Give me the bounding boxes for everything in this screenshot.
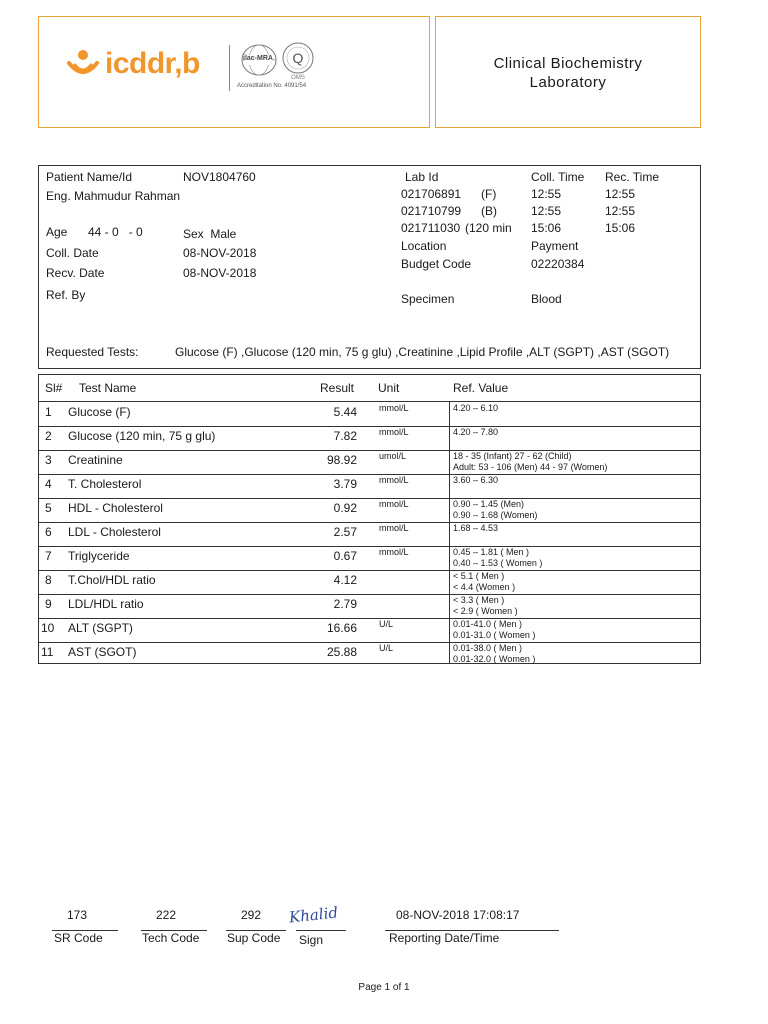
row-test-name: T. Cholesterol (68, 477, 142, 491)
ref-divider (449, 594, 450, 618)
tech-code-label: Tech Code (142, 931, 200, 945)
budget-code: 02220384 (531, 257, 585, 271)
lab-code-1: (F) (481, 187, 497, 201)
svg-text:OMS: OMS (291, 75, 305, 81)
ref-divider (449, 498, 450, 522)
row-ref-1: 4.20 – 6.10 (453, 403, 499, 413)
row-sl: 11 (41, 645, 54, 659)
row-result: 16.66 (326, 621, 357, 635)
patient-info-box (38, 165, 701, 369)
specimen-value: Blood (531, 292, 562, 306)
row-test-name: LDL - Cholesterol (68, 525, 161, 539)
lab-id-2: 021710799 (401, 204, 462, 218)
row-ref-2: < 4.4 (Women ) (453, 582, 516, 592)
header-logo-box (38, 16, 430, 128)
rec-time-3: 15:06 (605, 221, 636, 235)
row-ref-2: 0.40 – 1.53 ( Women ) (453, 558, 543, 568)
table-row (39, 522, 700, 546)
row-unit: mmol/L (379, 499, 409, 509)
ref-divider (449, 426, 450, 450)
table-row (39, 618, 700, 642)
row-ref-1: 0.01-38.0 ( Men ) (453, 643, 523, 653)
sr-code-value: 173 (67, 908, 88, 922)
rec-time-1: 12:55 (605, 187, 636, 201)
header-title-box (435, 16, 701, 128)
lab-code-3: (120 min (465, 221, 512, 235)
row-ref-1: 0.01-41.0 ( Men ) (453, 619, 523, 629)
results-table (38, 374, 701, 664)
row-result: 98.92 (326, 453, 357, 467)
ref-divider (449, 402, 450, 426)
ref-divider (449, 450, 450, 474)
coll-time-2: 12:55 (531, 204, 562, 218)
lab-id-3: 021711030 (401, 221, 461, 235)
svg-text:Q: Q (292, 50, 304, 66)
row-sl: 2 (45, 429, 52, 443)
ref-divider (449, 522, 450, 546)
row-unit: U/L (379, 643, 394, 653)
table-row (39, 402, 700, 426)
lab-id-label: Lab Id (405, 170, 439, 184)
row-result: 25.88 (326, 645, 357, 659)
sex-value: Sex Male (183, 227, 237, 241)
ref-by-label: Ref. By (46, 288, 86, 302)
rec-time-2: 12:55 (605, 204, 636, 218)
row-ref-1: 0.90 – 1.45 (Men) (453, 499, 525, 509)
row-result: 5.44 (333, 405, 357, 419)
row-unit: mmol/L (379, 475, 409, 485)
row-unit: mmol/L (379, 403, 409, 413)
reporting-label: Reporting Date/Time (389, 931, 500, 945)
patient-name: Eng. Mahmudur Rahman (46, 189, 181, 203)
recv-date: 08-NOV-2018 (183, 266, 257, 280)
sup-code-value: 292 (241, 908, 262, 922)
ref-divider (449, 618, 450, 642)
header-sl: Sl# (45, 381, 63, 395)
row-result: 4.12 (333, 573, 357, 587)
icddrb-logo-icon (65, 47, 101, 83)
tech-code-value: 222 (156, 908, 177, 922)
table-row (39, 594, 700, 618)
row-result: 0.92 (333, 501, 357, 515)
row-result: 2.79 (333, 597, 357, 611)
ref-divider (449, 474, 450, 498)
row-ref-1: 0.45 – 1.81 ( Men ) (453, 547, 530, 557)
rec-time-label: Rec. Time (605, 170, 660, 184)
lab-id-1: 021706891 (401, 187, 462, 201)
row-test-name: Triglyceride (68, 549, 130, 563)
row-sl: 1 (45, 405, 52, 419)
row-test-name: AST (SGOT) (68, 645, 137, 659)
requested-tests-label: Requested Tests: (46, 345, 139, 359)
row-ref-1: < 3.3 ( Men ) (453, 595, 505, 605)
ref-divider (449, 570, 450, 594)
reporting-datetime: 08-NOV-2018 17:08:17 (396, 908, 520, 922)
row-sl: 9 (45, 597, 52, 611)
row-result: 7.82 (333, 429, 357, 443)
row-test-name: Glucose (120 min, 75 g glu) (68, 429, 216, 443)
row-unit: mmol/L (379, 523, 409, 533)
row-ref-2: < 2.9 ( Women ) (453, 606, 518, 616)
row-test-name: Creatinine (68, 453, 123, 467)
coll-time-label: Coll. Time (531, 170, 585, 184)
row-test-name: LDL/HDL ratio (68, 597, 144, 611)
table-row (39, 642, 700, 664)
coll-time-3: 15:06 (531, 221, 562, 235)
table-row (39, 498, 700, 522)
header-ref-value: Ref. Value (453, 381, 509, 395)
page-number: Page 1 of 1 (358, 982, 410, 993)
sign-label: Sign (299, 933, 324, 947)
table-row (39, 450, 700, 474)
patient-id: NOV1804760 (183, 170, 256, 184)
age-value: 44 - 0 - 0 (88, 225, 143, 239)
ref-divider (449, 642, 450, 664)
ref-divider (449, 546, 450, 570)
row-ref-2: 0.90 – 1.68 (Women) (453, 510, 538, 520)
row-ref-2: 0.01-31.0 ( Women ) (453, 630, 536, 640)
age-label: Age (46, 225, 68, 239)
row-sl: 3 (45, 453, 52, 467)
table-row (39, 570, 700, 594)
row-ref-1: 3.60 – 6.30 (453, 475, 499, 485)
patient-name-label: Patient Name/Id (46, 170, 133, 184)
accreditation-number: Accreditation No. 4091/54 (237, 83, 307, 89)
requested-tests: Glucose (F) ,Glucose (120 min, 75 g glu) ,Creatinine ,Lipid Profile ,ALT (SGPT) ,AST (SGOT) (175, 345, 670, 359)
row-sl: 10 (41, 621, 55, 635)
sr-code-label: SR Code (54, 931, 103, 945)
row-ref-2: 0.01-32.0 ( Women ) (453, 654, 536, 664)
row-test-name: Glucose (F) (68, 405, 131, 419)
coll-date-label: Coll. Date (46, 246, 99, 260)
row-test-name: HDL - Cholesterol (68, 501, 163, 515)
payment-label: Payment (531, 239, 579, 253)
lab-title-line1: Clinical Biochemistry (493, 55, 643, 72)
row-sl: 8 (45, 573, 52, 587)
row-result: 3.79 (333, 477, 357, 491)
ilac-mra-label: ilac-MRA (243, 55, 273, 62)
signature: Khalid (288, 903, 339, 927)
header-unit: Unit (378, 381, 400, 395)
row-ref-2: Adult: 53 - 106 (Men) 44 - 97 (Women) (453, 462, 608, 472)
row-unit: umol/L (379, 451, 407, 461)
recv-date-label: Recv. Date (46, 266, 105, 280)
row-result: 0.67 (333, 549, 357, 563)
budget-code-label: Budget Code (401, 257, 472, 271)
table-row (39, 474, 700, 498)
quality-seal-icon (281, 41, 315, 81)
brand-name: icddr,b (105, 47, 200, 80)
header-test-name: Test Name (79, 381, 137, 395)
lab-code-2: (B) (481, 204, 497, 218)
header-result: Result (320, 381, 355, 395)
logo-divider (229, 45, 230, 91)
row-test-name: ALT (SGPT) (68, 621, 133, 635)
specimen-label: Specimen (401, 292, 455, 306)
coll-time-1: 12:55 (531, 187, 562, 201)
row-sl: 5 (45, 501, 52, 515)
coll-date: 08-NOV-2018 (183, 246, 257, 260)
row-ref-1: < 5.1 ( Men ) (453, 571, 505, 581)
row-ref-1: 18 - 35 (Infant) 27 - 62 (Child) (453, 451, 572, 461)
row-ref-1: 4.20 – 7.80 (453, 427, 499, 437)
row-test-name: T.Chol/HDL ratio (68, 573, 156, 587)
row-unit: mmol/L (379, 547, 409, 557)
table-row (39, 546, 700, 570)
row-sl: 4 (45, 477, 52, 491)
row-result: 2.57 (333, 525, 357, 539)
sup-code-label: Sup Code (227, 931, 281, 945)
row-unit: mmol/L (379, 427, 409, 437)
row-sl: 6 (45, 525, 52, 539)
lab-title-line2: Laboratory (529, 74, 607, 91)
location-label: Location (401, 239, 447, 253)
sign-line (296, 930, 346, 931)
row-unit: U/L (379, 619, 394, 629)
table-row (39, 426, 700, 450)
row-ref-1: 1.68 – 4.53 (453, 523, 499, 533)
row-sl: 7 (45, 549, 52, 563)
